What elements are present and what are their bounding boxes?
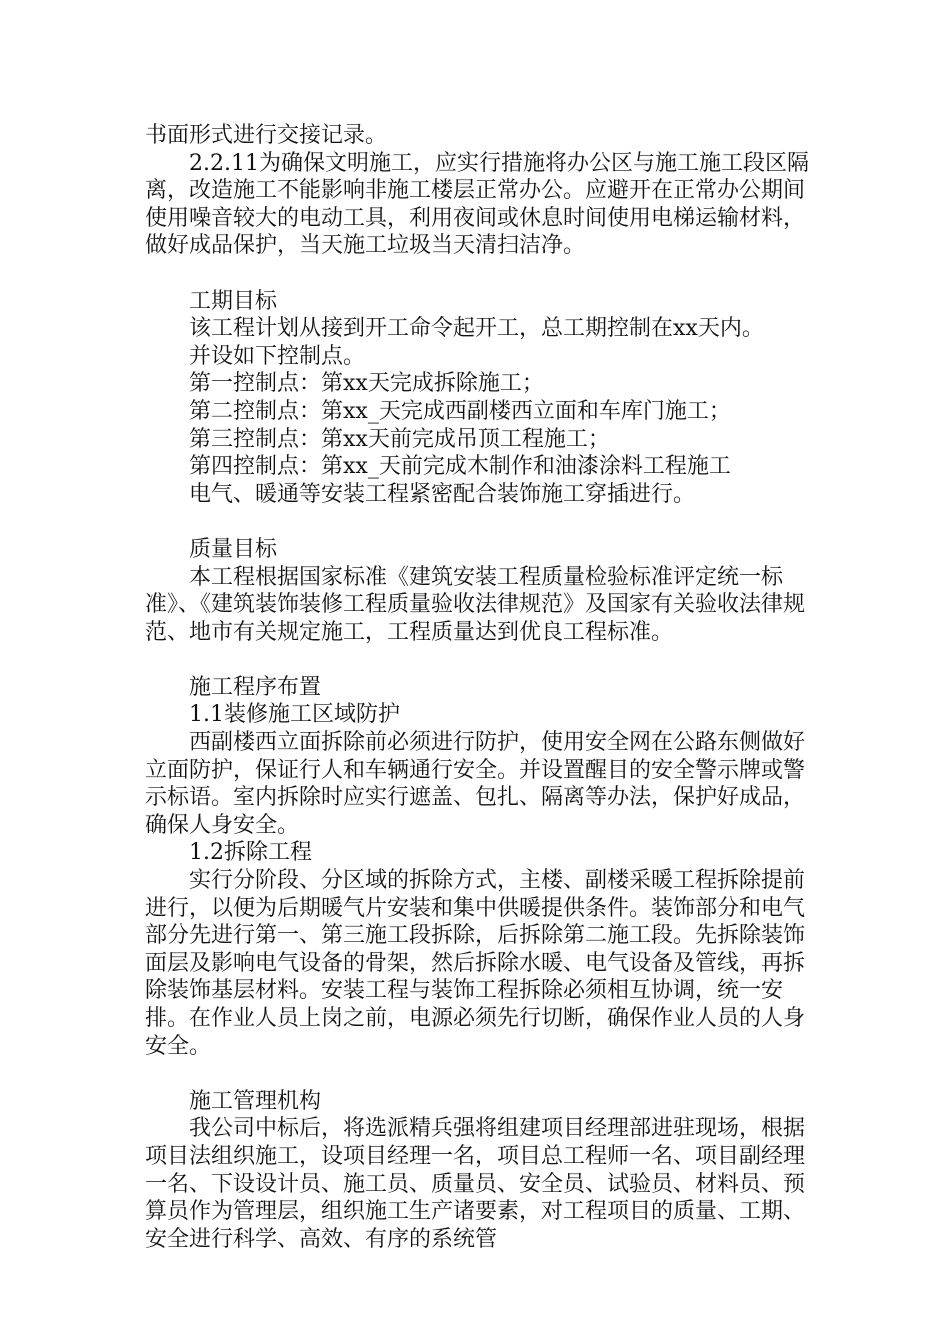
section-heading-management: 施工管理机构: [189, 1088, 322, 1114]
paragraph: 西副楼西立面拆除前必须进行防护，使用安全网在公路东侧做好立面防护，保证行人和车辆通行安全。并设置醒目的安全警示牌或警示标语。室内拆除时应实行遮盖、包扎、隔离等办法，保护好成品，确保人身安全。: [145, 730, 806, 838]
spacer: [145, 646, 815, 674]
paragraph: 我公司中标后，将选派精兵强将组建项目经理部进驻现场，根据项目法组织施工，设项目经理一名，项目总工程师一名、项目副经理一名、下设设计员、施工员、质量员、安全员、试验员、材料员、预算员作为管理层，组织施工生产诸要素，对工程项目的质量、工期、安全进行科学、高效、有序的系统管: [145, 1116, 806, 1252]
document-page: [145, 122, 815, 1253]
control-point-1: 第一控制点：第xx天完成拆除施工；: [189, 371, 544, 397]
paragraph: 2.2.11为确保文明施工，应实行措施将办公区与施工施工段区隔离，改造施工不能影响非施工楼层正常办公。应避开在正常办公期间使用噪音较大的电动工具，利用夜间或休息时间使用电梯运输材料，做好成品保护，当天施工垃圾当天清扫洁净。: [145, 150, 809, 259]
paragraph: 电气、暖通等安装工程紧密配合装饰施工穿插进行。: [189, 481, 696, 507]
spacer: [145, 1060, 815, 1088]
paragraph: 该工程计划从接到开工命令起开工，总工期控制在xx天内。: [189, 316, 764, 342]
section-heading-procedure: 施工程序布置: [189, 674, 322, 700]
section-heading-quality: 质量目标: [189, 536, 278, 562]
control-point-3: 第三控制点：第xx天前完成吊顶工程施工；: [189, 426, 610, 452]
section-heading-schedule: 工期目标: [189, 288, 278, 314]
paragraph: 实行分阶段、分区域的拆除方式，主楼、副楼采暖工程拆除提前进行，以便为后期暖气片安装和集中供暖提供条件。装饰部分和电气部分先进行第一、第三施工段拆除，后拆除第二施工段。先拆除装饰面层及影响电气设备的骨架，然后拆除水暖、电气设备及管线，再拆除装饰基层材料。安装工程与装饰工程拆除必须相互协调，统一安排。在作业人员上岗之前，电源必须先行切断，确保作业人员的人身安全。: [145, 868, 806, 1059]
subsection-heading: 1.1装修施工区域防护: [189, 702, 400, 728]
spacer: [145, 508, 815, 536]
control-point-2: 第二控制点：第xx_天完成西副楼西立面和车库门施工；: [189, 398, 731, 424]
control-point-4: 第四控制点：第xx_天前完成木制作和油漆涂料工程施工: [189, 454, 731, 480]
paragraph: 书面形式进行交接记录。: [145, 123, 388, 148]
paragraph: 本工程根据国家标准《建筑安装工程质量检验标准评定统一标准》、《建筑装饰装修工程质量验收法律规范》及国家有关验收法律规范、地市有关规定施工，工程质量达到优良工程标准。: [145, 564, 806, 645]
spacer: [145, 260, 815, 288]
paragraph: 并设如下控制点。: [189, 343, 366, 369]
subsection-heading: 1.2拆除工程: [189, 840, 312, 866]
